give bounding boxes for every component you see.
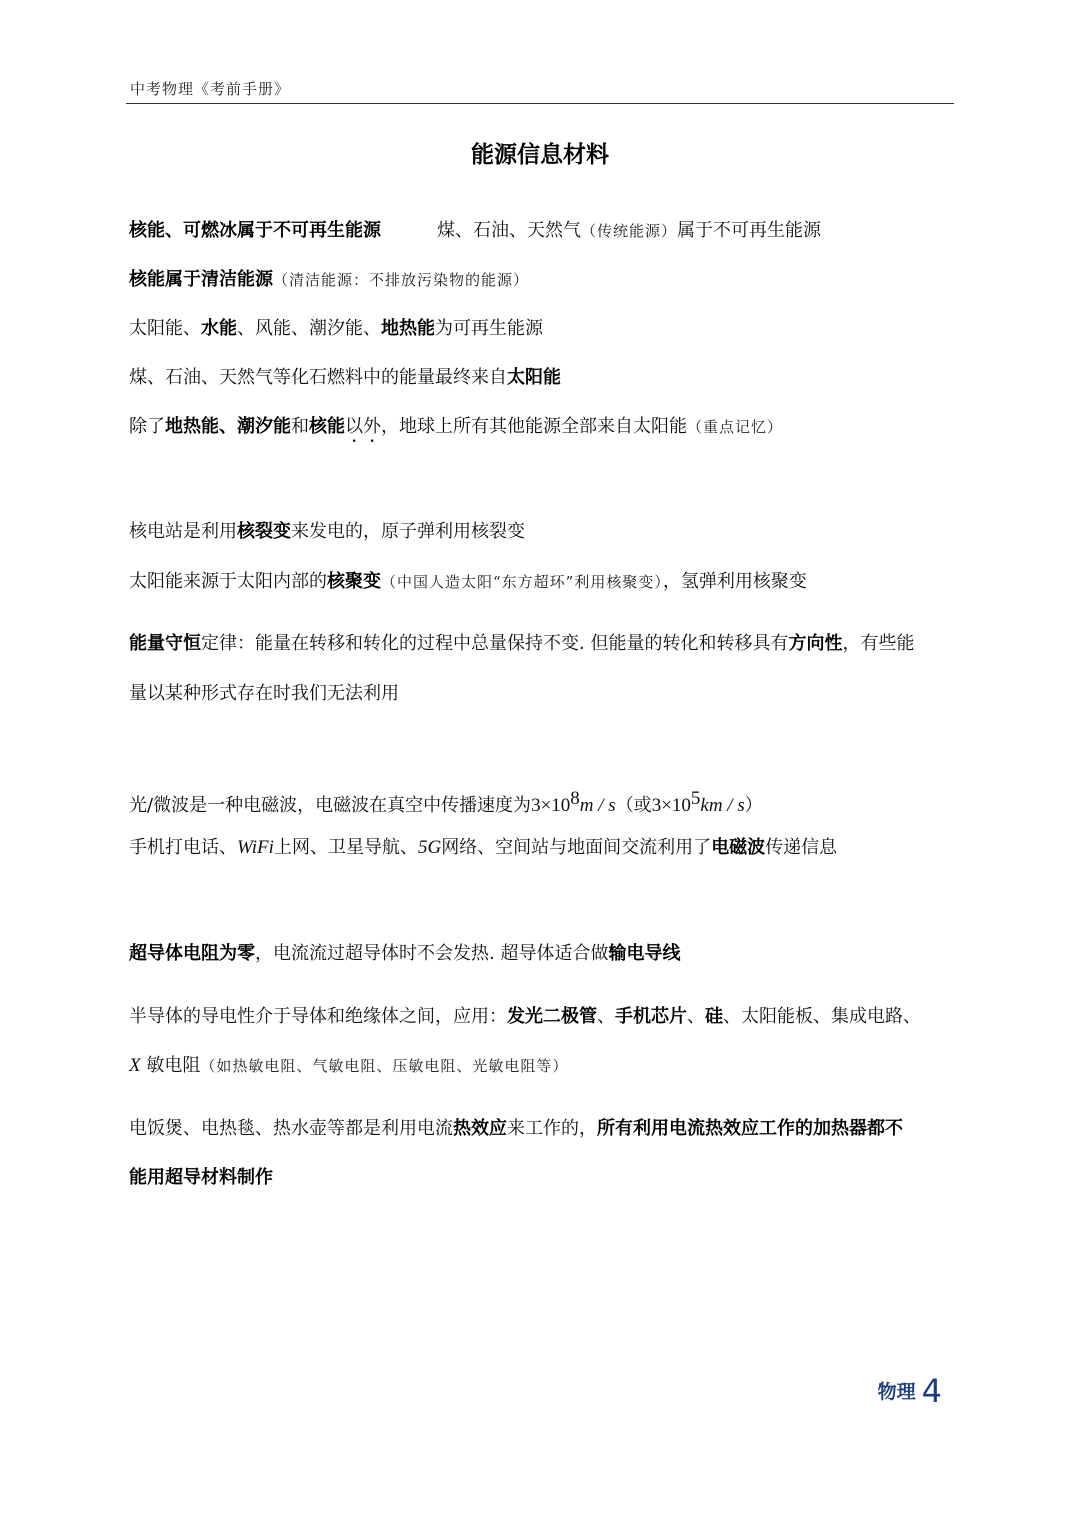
header-rule bbox=[126, 103, 954, 104]
footer-subject: 物理 bbox=[877, 1381, 916, 1403]
para-heat-effect: 电饭煲、电热毯、热水壶等都是利用电流热效应来工作的，所有利用电流热效应工作的加热器都不 bbox=[129, 1118, 903, 1139]
para-semiconductor-cont: X 敏电阻（如热敏电阻、气敏电阻、压敏电阻、光敏电阻等） bbox=[129, 1055, 569, 1076]
para-fossil-fuels: 煤、石油、天然气等化石燃料中的能量最终来自太阳能 bbox=[129, 367, 561, 388]
para-conservation-cont: 量以某种形式存在时我们无法利用 bbox=[129, 683, 399, 704]
para-em-wave-speed: 光/微波是一种电磁波，电磁波在真空中传播速度为$3\times 10^8m / s$（或$3\times 10^5km / s$） bbox=[129, 788, 763, 816]
para-conservation: 能量守恒定律：能量在转移和转化的过程中总量保持不变. 但能量的转化和转移具有方向性，有些能 bbox=[129, 633, 915, 654]
para-fusion: 太阳能来源于太阳内部的核聚变（中国人造太阳“东方超环”利用核聚变），氢弹利用核聚变 bbox=[129, 571, 807, 592]
para-renewable: 太阳能、水能、风能、潮汐能、地热能为可再生能源 bbox=[129, 318, 543, 339]
para-energy-sources: 除了地热能、潮汐能和核能以外，地球上所有其他能源全部来自太阳能（重点记忆） bbox=[129, 416, 784, 437]
para-clean-energy: 核能属于清洁能源（清洁能源：不排放污染物的能源） bbox=[129, 269, 530, 290]
para-fission: 核电站是利用核裂变来发电的，原子弹利用核裂变 bbox=[129, 521, 525, 542]
page-number: 4 bbox=[921, 1372, 942, 1410]
para-heat-effect-cont: 能用超导材料制作 bbox=[129, 1167, 273, 1188]
para-superconductor: 超导体电阻为零，电流流过超导体时不会发热. 超导体适合做输电导线 bbox=[129, 943, 681, 964]
para-nonrenewable: 核能、可燃冰属于不可再生能源 煤、石油、天然气（传统能源）属于不可再生能源 bbox=[129, 220, 822, 241]
running-header: 中考物理《考前手册》 bbox=[130, 80, 291, 98]
para-semiconductor: 半导体的导电性介于导体和绝缘体之间，应用：发光二极管、手机芯片、硅、太阳能板、集成电路、 bbox=[129, 1006, 921, 1027]
page-title: 能源信息材料 bbox=[471, 142, 609, 168]
para-em-wave-uses: 手机打电话、WiFi上网、卫星导航、5G网络、空间站与地面间交流利用了电磁波传递信息 bbox=[129, 837, 838, 858]
page-footer bbox=[878, 1372, 942, 1410]
